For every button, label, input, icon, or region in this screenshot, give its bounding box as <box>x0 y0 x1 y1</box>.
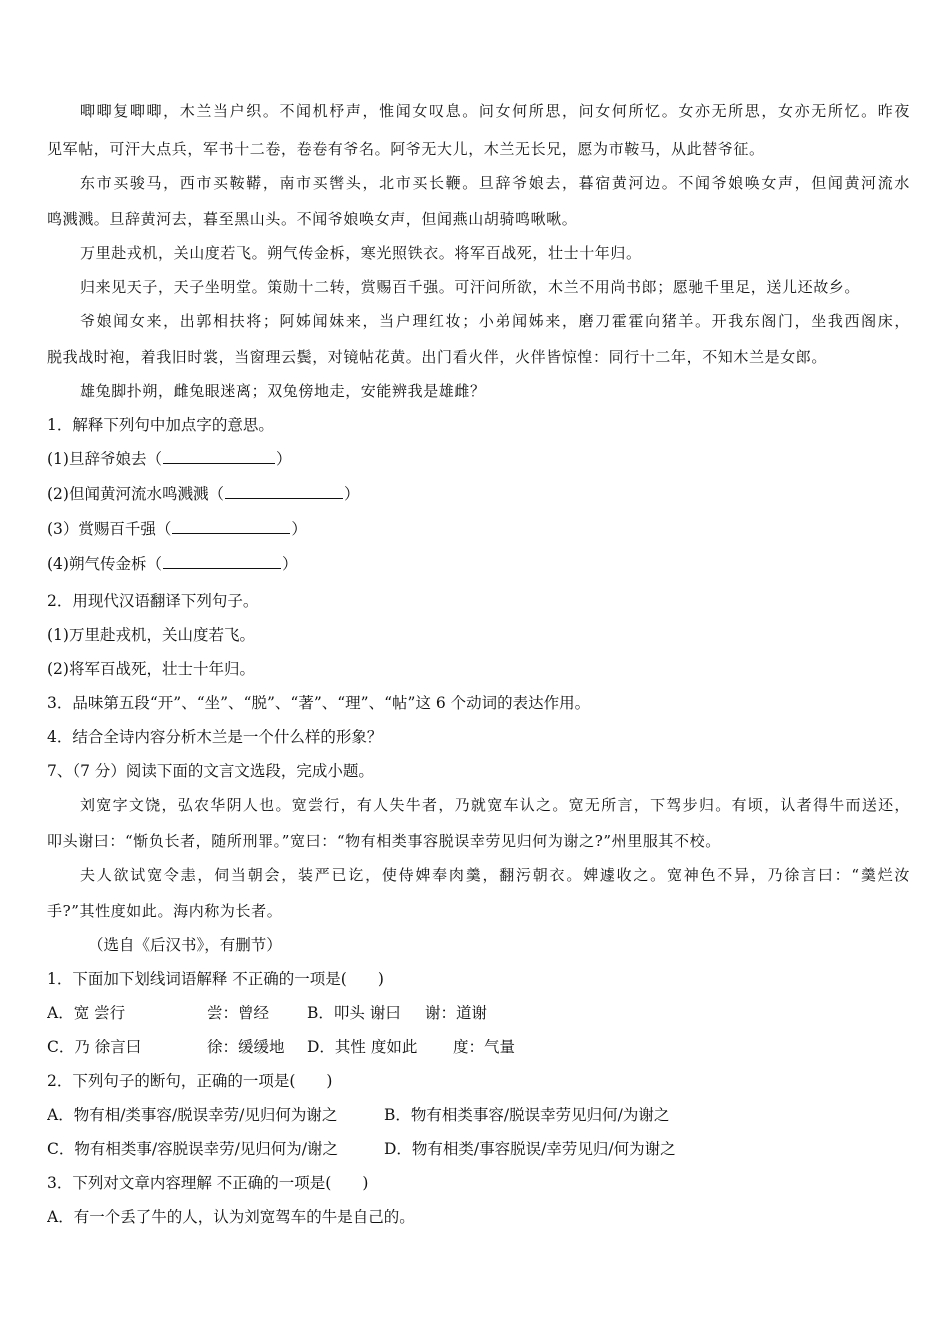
question-7-heading: 7、（7 分）阅读下面的文言文选段，完成小题。 <box>47 762 374 780</box>
poem-paragraph-4: 归来见天子，天子坐明堂。策勋十二转，赏赐百千强。可汗问所欲，木兰不用尚书郎；愿驰千里足，送儿还故乡。 <box>80 278 861 296</box>
option-a[interactable]: A．物有相/类事容/脱误幸劳/见归何为谢之 <box>47 1106 338 1124</box>
poem-paragraph-6: 雄兔脚扑朔，雌兔眼迷离；双兔傍地走，安能辨我是雄雌？ <box>80 382 486 400</box>
subquestion-1-options-row-2 <box>47 1036 910 1058</box>
question-1-item-2-text: (2)但闻黄河流水鸣溅溅（ <box>47 485 224 503</box>
question-2-stem: 2．用现代汉语翻译下列句子。 <box>47 592 259 610</box>
option-c[interactable]: C．物有相类事/容脱误幸劳/见归何为/谢之 <box>47 1140 339 1158</box>
option-a[interactable]: A．宽 尝行 <box>47 1004 126 1022</box>
answer-blank[interactable] <box>163 554 281 569</box>
question-2-item-1: (1)万里赴戎机，关山度若飞。 <box>47 626 255 644</box>
poem-paragraph-2-line-1: 东市买骏马，西市买鞍鞯，南市买辔头，北市买长鞭。旦辞爷娘去，暮宿黄河边。不闻爷娘唤女声，但闻黄河流水 <box>80 174 910 192</box>
question-1-item-3 <box>47 518 910 540</box>
question-4: 4．结合全诗内容分析木兰是一个什么样的形象？ <box>47 728 383 746</box>
question-1-item-4-text: (4)朔气传金柝（ <box>47 555 162 573</box>
subquestion-1-options-row-1 <box>47 1002 910 1024</box>
subquestion-2-options-row-1 <box>47 1104 910 1126</box>
poem-paragraph-5-line-1: 爷娘闻女来，出郭相扶将；阿姊闻妹来，当户理红妆；小弟闻姊来，磨刀霍霍向猪羊。开我东阁门，坐我西阁床， <box>80 312 910 330</box>
subquestion-1-stem: 1．下面加下划线词语解释 不正确的一项是( ) <box>47 970 384 988</box>
question-1-stem: 1．解释下列句中加点字的意思。 <box>47 416 274 434</box>
close-paren: ） <box>281 555 298 573</box>
answer-blank[interactable] <box>163 449 275 464</box>
question-1-item-1-text: (1)旦辞爷娘去（ <box>47 450 162 468</box>
option-d-explanation: 度：气量 <box>453 1038 516 1056</box>
poem-paragraph-2-line-2: 鸣溅溅。旦辞黄河去，暮至黑山头。不闻爷娘唤女声，但闻燕山胡骑鸣啾啾。 <box>47 210 578 228</box>
question-1-item-1 <box>47 448 910 470</box>
subquestion-3-stem: 3．下列对文章内容理解 不正确的一项是( ) <box>47 1174 369 1192</box>
passage-paragraph-1-line-1: 刘宽字文饶，弘农华阴人也。宽尝行，有人失牛者，乃就宽车认之。宽无所言，下驾步归。有顷，认者得牛而送还， <box>80 796 910 814</box>
question-1-item-4 <box>47 553 910 575</box>
option-b[interactable]: B．叩头 谢曰 <box>307 1004 401 1022</box>
passage-paragraph-1-line-2: 叩头谢曰：“惭负长者，随所刑罪。”宽曰：“物有相类事容脱误幸劳见归何为谢之?”州里服其不校。 <box>47 832 721 850</box>
passage-paragraph-2-line-2: 手?”其性度如此。海内称为长者。 <box>47 902 283 920</box>
poem-paragraph-1-line-2: 见军帖，可汗大点兵，军书十二卷，卷卷有爷名。阿爷无大儿，木兰无长兄，愿为市鞍马，从此替爷征。 <box>47 140 765 158</box>
option-b-explanation: 谢：道谢 <box>425 1004 488 1022</box>
close-paren: ） <box>343 485 360 503</box>
answer-blank[interactable] <box>172 519 290 534</box>
option-a-explanation: 尝：曾经 <box>207 1004 270 1022</box>
option-d[interactable]: D．其性 度如此 <box>307 1038 418 1056</box>
close-paren: ） <box>275 450 292 468</box>
subquestion-2-stem: 2．下列句子的断句，正确的一项是( ) <box>47 1072 333 1090</box>
poem-paragraph-1-line-1: 唧唧复唧唧，木兰当户织。不闻机杼声，惟闻女叹息。问女何所思，问女何所忆。女亦无所思，女亦无所忆。昨夜 <box>80 102 910 120</box>
option-c[interactable]: C．乃 徐言曰 <box>47 1038 142 1056</box>
poem-paragraph-5-line-2: 脱我战时袍，着我旧时裳，当窗理云鬓，对镜帖花黄。出门看火伴，火伴皆惊惶：同行十二年，不知木兰是女郎。 <box>47 348 828 366</box>
answer-blank[interactable] <box>225 484 343 499</box>
passage-paragraph-2-line-1: 夫人欲试宽令恚，伺当朝会，装严已讫，使侍婢奉肉羹，翻污朝衣。婢遽收之。宽神色不异，乃徐言曰：“羹烂汝 <box>80 866 910 884</box>
poem-paragraph-3: 万里赴戎机，关山度若飞。朔气传金柝，寒光照铁衣。将军百战死，壮士十年归。 <box>80 244 642 262</box>
question-2-item-2: (2)将军百战死，壮士十年归。 <box>47 660 255 678</box>
option-a[interactable]: A．有一个丢了牛的人，认为刘宽驾车的牛是自己的。 <box>47 1208 415 1226</box>
question-3: 3．品味第五段“开”、“坐”、“脱”、“著”、“理”、“帖”这 6 个动词的表达作用。 <box>47 694 591 712</box>
option-c-explanation: 徐：缓缓地 <box>207 1038 285 1056</box>
option-d[interactable]: D．物有相类/事容脱误/幸劳见归/何为谢之 <box>384 1140 676 1158</box>
question-1-item-3-text: (3）赏赐百千强（ <box>47 520 172 538</box>
passage-source: （选自《后汉书》，有删节） <box>88 936 282 954</box>
subquestion-2-options-row-2 <box>47 1138 910 1160</box>
close-paren: ） <box>291 520 307 538</box>
option-b[interactable]: B．物有相类事容/脱误幸劳见归何/为谢之 <box>384 1106 670 1124</box>
question-1-item-2 <box>47 483 910 505</box>
